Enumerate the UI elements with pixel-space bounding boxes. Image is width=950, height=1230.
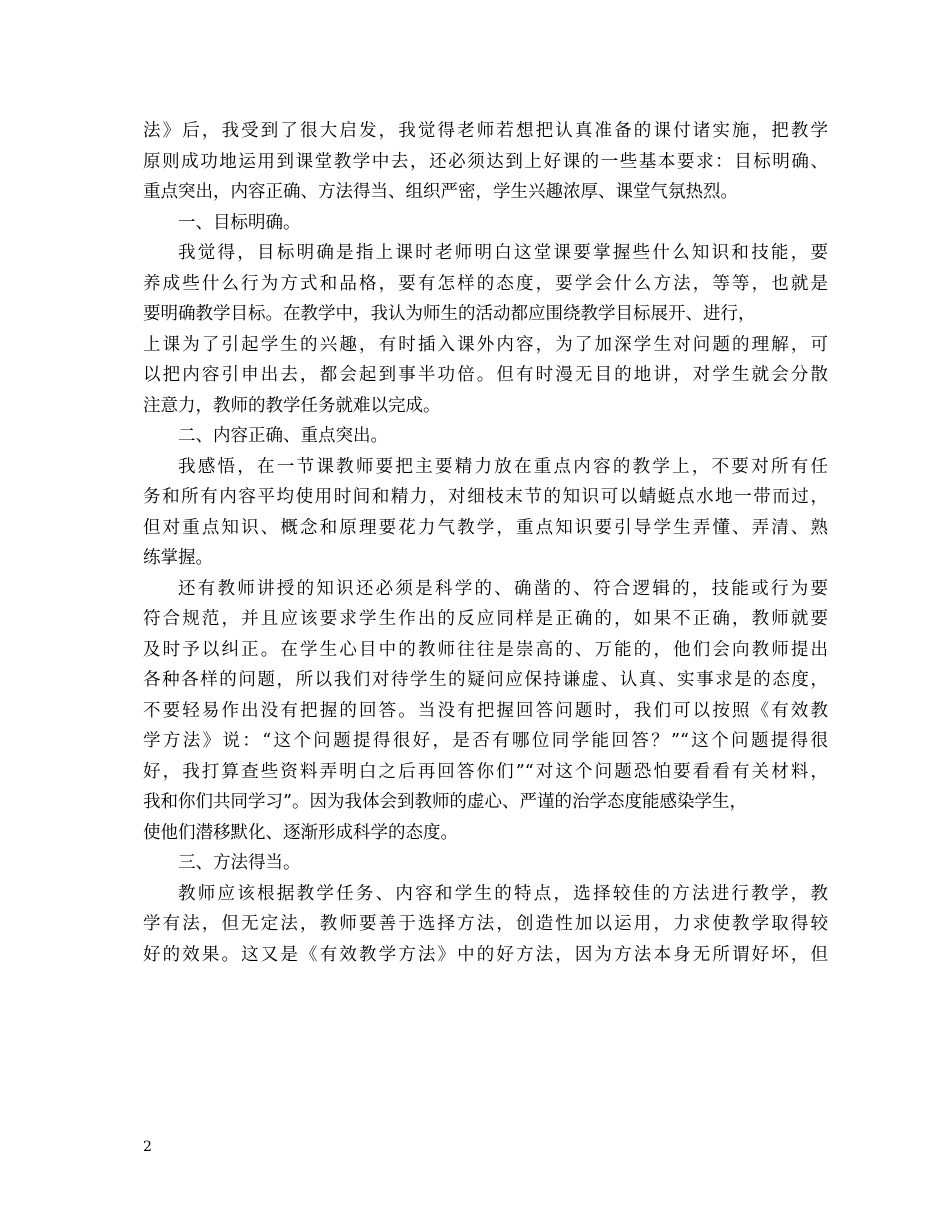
text-line: 符合规范，并且应该要求学生作出的反应同样是正确的，如果不正确，教师就要 xyxy=(143,609,828,629)
text-line: 好，我打算查些资料弄明白之后再回答你们”“对这个问题恐怕要看看有关材料， xyxy=(143,761,828,782)
text-line: 重点突出，内容正确、方法得当、组织严密，学生兴趣浓厚、课堂气氛热烈。 xyxy=(143,182,738,202)
text-line: 二、内容正确、重点突出。 xyxy=(178,426,388,446)
text-line: 我觉得，目标明确是指上课时老师明白这堂课要掌握些什么知识和技能，要 xyxy=(178,243,828,263)
text-line: 学有法，但无定法，教师要善于选择方法，创造性加以运用，力求使教学取得较 xyxy=(143,914,828,934)
text-line: 我感悟，在一节课教师要把主要精力放在重点内容的教学上，不要对所有任 xyxy=(178,456,828,477)
text-line: 一、目标明确。 xyxy=(178,212,301,233)
text-line: 原则成功地运用到课堂教学中去，还必须达到上好课的一些基本要求：目标明确、 xyxy=(143,151,828,172)
text-line: 不要轻易作出没有把握的回答。当没有把握回答问题时，我们可以按照《有效教 xyxy=(143,700,828,721)
text-line: 练掌握。 xyxy=(143,548,213,568)
text-line: 要明确教学目标。在教学中，我认为师生的活动都应围绕教学目标展开、进行， xyxy=(143,304,756,324)
text-line: 务和所有内容平均使用时间和精力，对细枝末节的知识可以蜻蜓点水地一带而过， xyxy=(143,487,828,507)
text-line: 以把内容引申出去，都会起到事半功倍。但有时漫无目的地讲，对学生就会分散 xyxy=(143,365,828,385)
text-line: 我和你们共同学习”。因为我体会到教师的虚心、严谨的治学态度能感染学生， xyxy=(143,792,747,812)
text-line: 注意力，教师的教学任务就难以完成。 xyxy=(143,395,441,416)
text-line: 使他们潜移默化、逐渐形成科学的态度。 xyxy=(143,822,458,843)
text-line: 及时予以纠正。在学生心目中的教师往往是崇高的、万能的，他们会向教师提出 xyxy=(143,639,828,660)
text-line: 三、方法得当。 xyxy=(178,853,301,873)
page-number: 2 xyxy=(143,1139,152,1155)
body-text xyxy=(143,116,828,970)
text-line: 法》后，我受到了很大启发，我觉得老师若想把认真准备的课付诸实施，把教学 xyxy=(143,121,828,141)
text-line: 学方法》说：“这个问题提得很好，是否有哪位同学能回答？”“这个问题提得很 xyxy=(143,731,828,751)
text-line: 还有教师讲授的知识还必须是科学的、确凿的、符合逻辑的，技能或行为要 xyxy=(178,578,828,599)
text-line: 各种各样的问题，所以我们对待学生的疑问应保持谦虚、认真、实事求是的态度， xyxy=(143,670,828,690)
text-line: 好的效果。这又是《有效教学方法》中的好方法，因为方法本身无所谓好坏，但 xyxy=(143,944,828,965)
text-line: 养成些什么行为方式和品格，要有怎样的态度，要学会什么方法，等等，也就是 xyxy=(143,273,828,294)
text-line: 上课为了引起学生的兴趣，有时插入课外内容，为了加深学生对问题的理解，可 xyxy=(143,334,828,355)
text-line: 但对重点知识、概念和原理要花力气教学，重点知识要引导学生弄懂、弄清、熟 xyxy=(143,517,828,538)
text-line: 教师应该根据教学任务、内容和学生的特点，选择较佳的方法进行教学，教 xyxy=(178,883,828,904)
